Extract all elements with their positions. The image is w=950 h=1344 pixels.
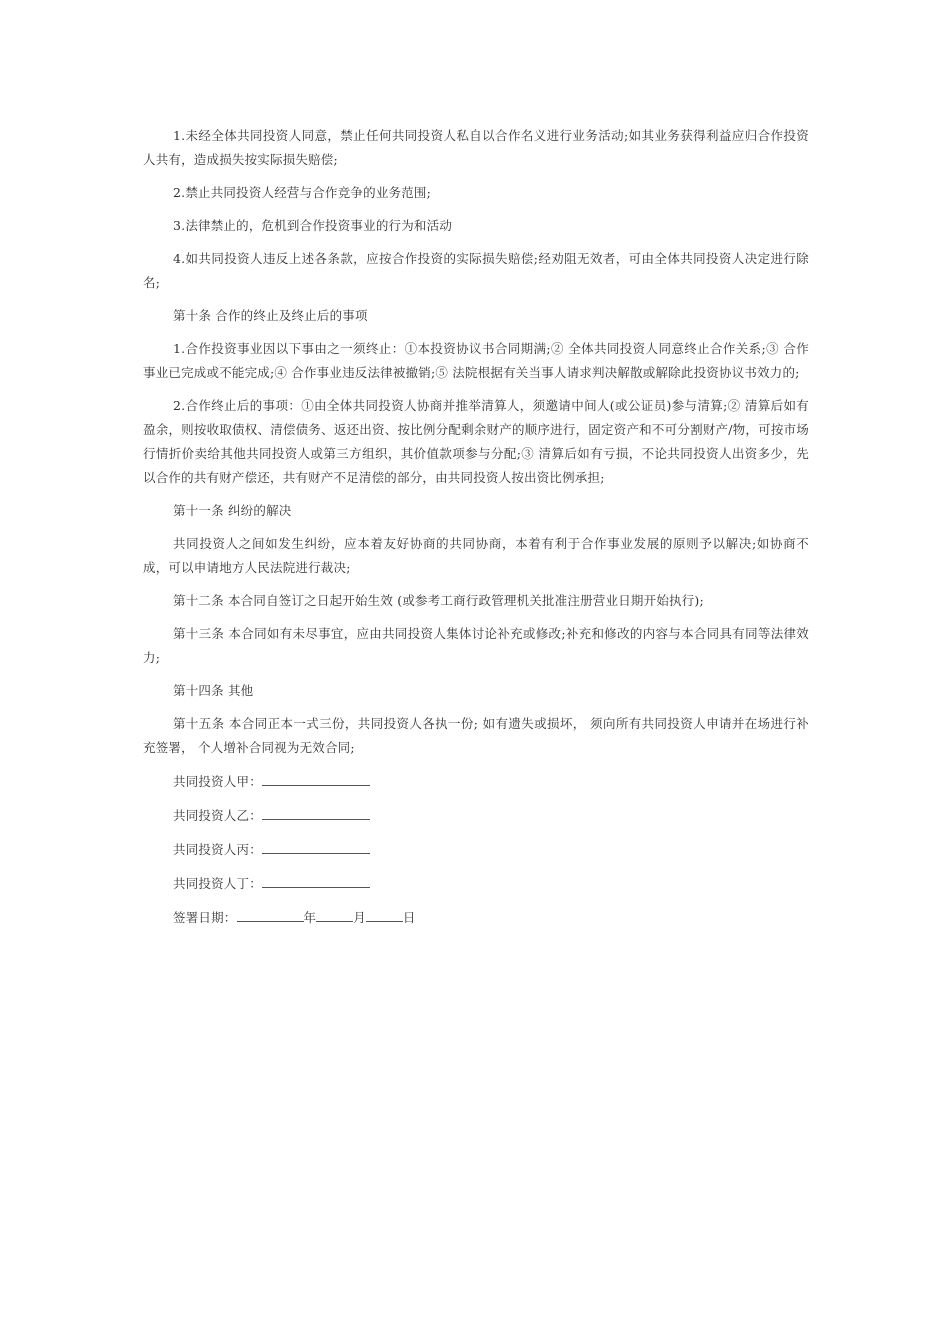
article-heading: 第十条 合作的终止及终止后的事项: [173, 308, 368, 323]
document-body: [143, 124, 809, 939]
signature-line-investor-d: [143, 871, 809, 896]
signature-line-investor-a: [143, 769, 809, 794]
article-paragraph: 第十三条 本合同如有未尽事宜，应由共同投资人集体讨论补充或修改;补充和修改的内容与本合同具有同等法律效力;: [143, 626, 809, 665]
signature-blank: [262, 769, 370, 786]
signature-line-investor-b: [143, 803, 809, 828]
year-blank: [237, 905, 304, 922]
clause-paragraph: 1.未经全体共同投资人同意，禁止任何共同投资人私自以合作名义进行业务活动;如其业务获得利益应归合作投资人共有，造成损失按实际损失赔偿;: [143, 128, 809, 167]
year-label: 年: [303, 910, 317, 925]
clause-paragraph: 4.如共同投资人违反上述各条款，应按合作投资的实际损失赔偿;经劝阻无效者，可由全体共同投资人决定进行除名;: [143, 251, 809, 290]
signature-blank: [262, 871, 370, 888]
month-label: 月: [353, 910, 366, 925]
clause-paragraph: 2.合作终止后的事项：①由全体共同投资人协商并推举清算人，须邀请中间人(或公证员)参与清算;② 清算后如有盈余，则按收取债权、清偿债务、返还出资、按比例分配剩余财产的顺序进行，固定资产和不可分割财产/物，可按市场行情折价卖给其他共同投资人或第三方组织，其价值款项参与分配;③ 清算后如有亏损，不论共同投资人出资多少，先以合作的共有财产偿还，共有财产不足清偿的部分，由共同投资人按出资比例承担;: [143, 398, 809, 485]
date-label: 签署日期：: [173, 910, 237, 925]
signature-label: 共同投资人甲：: [173, 774, 262, 789]
signature-blank: [262, 837, 370, 854]
signing-date-line: [143, 905, 809, 930]
clause-paragraph: 3.法律禁止的，危机到合作投资事业的行为和活动: [173, 218, 453, 233]
signature-label: 共同投资人乙：: [173, 808, 262, 823]
day-label: 日: [402, 910, 416, 925]
article-heading: 第十一条 纠纷的解决: [173, 503, 292, 518]
signature-label: 共同投资人丁：: [173, 876, 262, 891]
signature-label: 共同投资人丙：: [173, 842, 262, 857]
clause-paragraph: 1.合作投资事业因以下事由之一须终止：①本投资协议书合同期满;② 全体共同投资人同意终止合作关系;③ 合作事业已完成或不能完成;④ 合作事业违反法律被撤销;⑤ 法院根据有关当事人请求判决解散或解除此投资协议书效力的;: [143, 341, 809, 380]
article-heading: 第十四条 其他: [173, 683, 254, 698]
clause-paragraph: 2.禁止共同投资人经营与合作竞争的业务范围;: [173, 185, 432, 200]
article-paragraph: 第十五条 本合同正本一式三份，共同投资人各执一份; 如有遗失或损坏， 须向所有共同投资人申请并在场进行补充签署， 个人增补合同视为无效合同;: [143, 716, 809, 755]
clause-paragraph: 共同投资人之间如发生纠纷，应本着友好协商的共同协商，本着有利于合作事业发展的原则予以解决;如协商不成，可以申请地方人民法院进行裁决;: [143, 536, 809, 575]
signature-blank: [262, 803, 370, 820]
signature-line-investor-c: [143, 837, 809, 862]
day-blank: [366, 905, 403, 922]
article-paragraph: 第十二条 本合同自签订之日起开始生效 (或参考工商行政管理机关批准注册营业日期开始执行);: [173, 593, 704, 608]
month-blank: [316, 905, 353, 922]
